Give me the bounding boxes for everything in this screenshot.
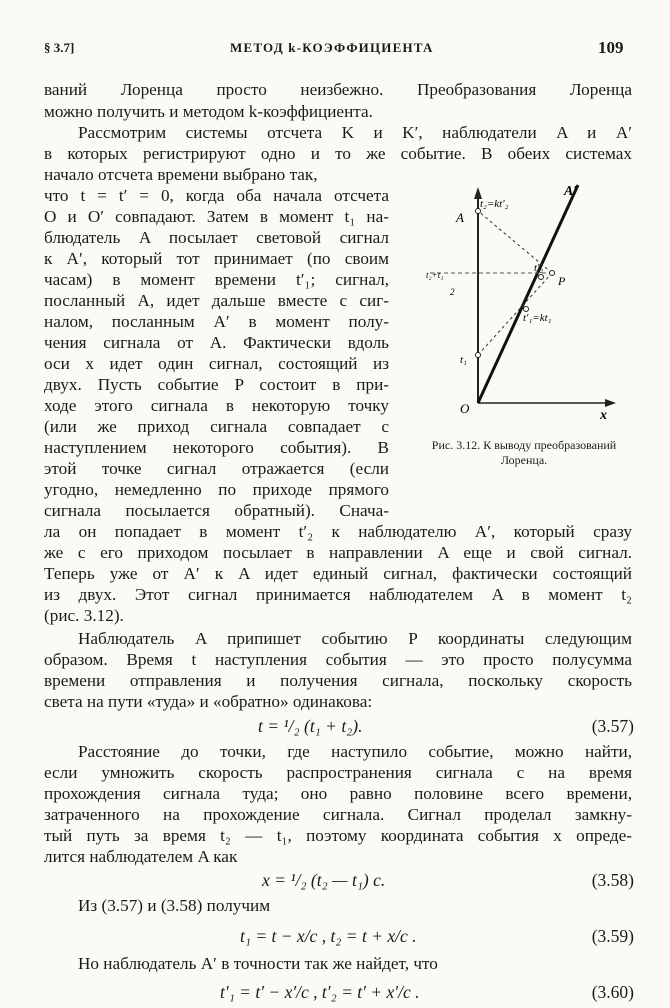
equation-number: (3.60) — [591, 982, 634, 1002]
text-line: лится наблюдателем A как — [44, 847, 238, 866]
running-head-title: МЕТОД k-КОЭФФИЦИЕНТА — [230, 40, 434, 55]
label-mid-den: 2 — [450, 287, 455, 297]
x-axis-arrow — [605, 399, 616, 407]
label-t2-prime: t′₂ — [534, 262, 544, 274]
label-O: O — [460, 401, 470, 416]
text-line: в которых регистрируют одно и то же событие. В обеих системах — [44, 144, 632, 163]
text-line: Теперь уже от A′ к A идет единый сигнал, фактически состоящий — [44, 564, 632, 583]
text-line: тый путь за время t₂ — t₁, поэтому координата события x опреде- — [44, 826, 632, 845]
figure-caption: Рис. 3.12. К выводу преобразований Лоренца. — [431, 438, 617, 467]
text-line: же с его приходом посылает в направлении A еще и свой сигнал. — [44, 543, 632, 562]
text-line: ваний Лоренца просто неизбежно. Преобразования Лоренца — [44, 80, 632, 99]
label-t1-prime-eq: t′₁=kt₁ — [523, 312, 552, 324]
label-t1: t₁ — [460, 354, 467, 366]
lorentz-figure — [412, 175, 637, 420]
text-line: если умножить скорость распространения сигнала c на время — [44, 763, 632, 782]
text-line: Из (3.57) и (3.58) получим — [78, 896, 271, 915]
text-line: сигнала посылается обратный). Снача- — [44, 501, 389, 520]
text-line: Но наблюдатель A′ в точности так же найдет, что — [78, 954, 438, 973]
text-line: двух. Пусть событие P состоит в при- — [44, 375, 389, 394]
text-line: наступлением некоторого события). В — [44, 438, 389, 457]
text-line: O и O′ совпадают. Затем в момент t₁ на- — [44, 207, 389, 226]
event-t2-prime — [539, 275, 544, 280]
text-line: блюдатель A посылает световой сигнал — [44, 228, 389, 247]
text-line: ла он попадает в момент t′₂ к наблюдателю A′, который сразу — [44, 522, 632, 541]
label-P: P — [558, 274, 566, 288]
text-line: (или же приход сигнала совпадает с — [44, 417, 389, 436]
equation-number: (3.57) — [591, 716, 634, 736]
event-t1-prime — [524, 307, 529, 312]
text-line: оси x идет один сигнал, состоящий из — [44, 354, 389, 373]
equation-3-59: t₁ = t − x/c , t₂ = t + x/c . — [240, 926, 417, 946]
text-line: затраченного на прохождение сигнала. Сигнал проделал замкну- — [44, 805, 632, 824]
text-line: (рис. 3.12). — [44, 606, 124, 625]
label-x: x — [600, 408, 607, 420]
text-line: налом, посланным A′ в момент полу- — [44, 312, 389, 331]
equation-number: (3.59) — [591, 926, 634, 946]
label-A-prime: A′ — [564, 184, 578, 199]
text-line: можно получить и методом k-коэффициента. — [44, 102, 373, 121]
page-number: 109 — [598, 38, 624, 57]
text-line: Расстояние до точки, где наступило событие, можно найти, — [78, 742, 632, 761]
text-line: образом. Время t наступления события — это просто полусумма — [44, 650, 632, 669]
event-P — [550, 271, 555, 276]
equation-3-57: t = ¹/₂ (t₁ + t₂). — [258, 716, 363, 736]
text-line: к A′, который тот принимает (по своим — [44, 249, 389, 268]
text-line: из двух. Этот сигнал принимается наблюдателем A в момент t₂ — [44, 585, 632, 604]
text-line: Наблюдатель A припишет событию P координаты следующим — [78, 629, 632, 648]
text-line: света на пути «туда» и «обратно» одинакова: — [44, 692, 373, 711]
text-line: прохождения сигнала туда; оно равно половине всего времени, — [44, 784, 632, 803]
text-line: начало отсчета времени выбрано так, — [44, 165, 318, 184]
text-line: этой точке сигнал отражается (если — [44, 459, 389, 478]
worldline-A-prime — [478, 185, 578, 403]
label-A: A — [456, 210, 464, 225]
text-line: времени отправления и получения сигнала, поскольку скорость — [44, 671, 632, 690]
section-number: § 3.7] — [44, 40, 75, 55]
text-line: чения сигнала от A. Фактически вдоль — [44, 333, 389, 352]
text-line: угодно, немедленно по приходе прямого — [44, 480, 389, 499]
text-line: часам) в момент времени t′₁; сигнал, — [44, 270, 389, 289]
equation-number: (3.58) — [591, 870, 634, 890]
text-line: ходе этого сигнала в некоторую точку — [44, 396, 389, 415]
equation-3-58: x = ¹/₂ (t₂ — t₁) c. — [262, 870, 386, 890]
label-mid: t₂+t₁ — [426, 270, 444, 280]
text-line: Рассмотрим системы отсчета K и K′, наблюдатели A и A′ — [78, 123, 632, 142]
event-t1 — [476, 353, 481, 358]
text-line: посланный A, идет дальше вместе с сиг- — [44, 291, 389, 310]
text-line: что t = t′ = 0, когда оба начала отсчета — [44, 186, 389, 205]
label-t2-eq: t₂=kt′₂ — [480, 198, 509, 210]
equation-3-60: t′₁ = t′ − x′/c , t′₂ = t′ + x′/c . — [220, 982, 420, 1002]
